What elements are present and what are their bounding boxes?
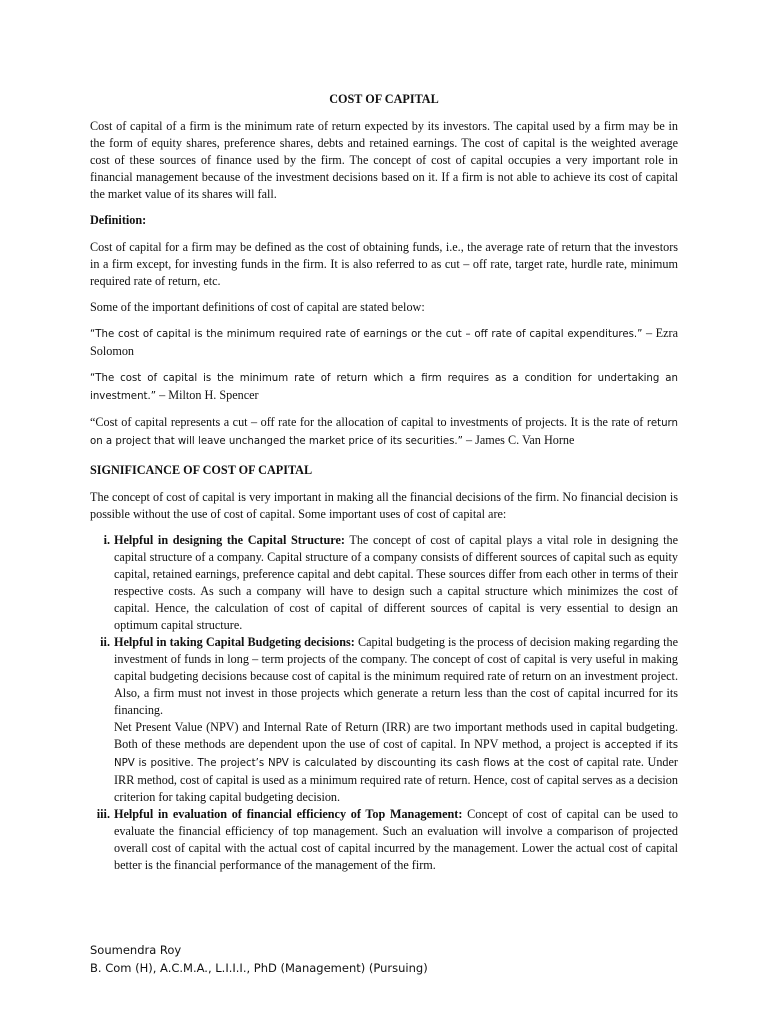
- definitions-intro: Some of the important definitions of cost of capital are stated below:: [90, 300, 425, 314]
- list-item: [90, 532, 678, 634]
- quote-text: “The cost of capital is the minimum required rate of earnings or the cut – off rate of capital expenditures.”: [90, 329, 643, 340]
- quote-text-part-a: “Cost of capital represents a cut – off rate for the allocation of capital to investments of projects. It is the rate of: [90, 415, 644, 429]
- list-item-lead: Helpful in designing the Capital Structure:: [114, 533, 345, 547]
- list-item-text: Concept of cost of capital can be used to evaluate the financial efficiency of top management. Such an evaluation will involve a comparison of projected overall cost of capital with the actual cost of capital incurred by the management. Lower the actual cost of capital better is the financial performance of the management of the firm.: [114, 807, 678, 872]
- list-item: [90, 806, 678, 874]
- list-item-lead: Helpful in taking Capital Budgeting decisions:: [114, 635, 355, 649]
- quote-text: “The cost of capital is the minimum rate of return which a firm requires as a condition for undertaking an investment.”: [90, 373, 678, 402]
- definition-paragraph: Cost of capital for a firm may be defined as the cost of obtaining funds, i.e., the average rate of return that the investors in a firm except, for investing funds in the firm. It is also referred to as cut – off rate, target rate, hurdle rate, minimum required rate of return, etc.: [90, 240, 678, 288]
- quote-author: – Ezra Solomon: [90, 326, 678, 358]
- list-number: iii.: [96, 807, 110, 821]
- list-item-text: Capital budgeting is the process of decision making regarding the investment of funds in long – term projects of the company. The concept of cost of capital is very useful in making capital budgeting decisions because cost of capital is the minimum required rate of return on an investment project. Also, a firm must not invest in those projects which generate a return less than the cost of capital incurred for its financing.: [114, 635, 678, 717]
- npv-text-c: capital rate. Under IRR method, cost of capital is used as a minimum required rate of return. Hence, cost of capital serves as a decision criterion for taking capital budgeting decision.: [114, 755, 678, 804]
- author-credentials: B. Com (H), A.C.M.A., L.I.I.I., PhD (Management) (Pursuing): [90, 961, 428, 975]
- list-item: [90, 634, 678, 806]
- quote-van-horne: [90, 414, 678, 450]
- list-number: ii.: [100, 635, 110, 649]
- quote-text-part-b: return on a project that will leave unchanged the market price of its securities.”: [90, 418, 679, 447]
- page-title: COST OF CAPITAL: [329, 92, 439, 106]
- npv-text-b: accepted if its NPV is positive. The project’s NPV is calculated by discounting its cash flows at the cost of: [114, 740, 679, 769]
- author-name: Soumendra Roy: [90, 943, 182, 957]
- npv-text-a: Net Present Value (NPV) and Internal Rate of Return (IRR) are two important methods used in capital budgeting. Both of these methods are dependent upon the use of cost of capital. In NPV method, a project is: [114, 720, 678, 751]
- significance-paragraph: The concept of cost of capital is very important in making all the financial decisions of the firm. No financial decision is possible without the use of cost of capital. Some important uses of cost of capital are:: [90, 490, 678, 521]
- list-item-text: The concept of cost of capital plays a vital role in designing the capital structure of a company. Capital structure of a company consists of different sources of capital such as equity capital, retained earnings, preference capital and debt capital. These sources differ from each other in terms of their respective costs. As such a company will have to design such a capital structure which minimizes the cost of capital. Hence, the calculation of cost of capital of different sources of capital is very essential to design an optimum capital structure.: [114, 533, 678, 632]
- list-item-lead: Helpful in evaluation of financial efficiency of Top Management:: [114, 807, 463, 821]
- quote-author: – James C. Van Horne: [462, 433, 575, 447]
- author-footer: [90, 941, 428, 977]
- definition-heading: Definition:: [90, 213, 147, 227]
- list-item-extra: [114, 719, 678, 806]
- intro-paragraph: Cost of capital of a firm is the minimum rate of return expected by its investors. The capital used by a firm may be in the form of equity shares, preference shares, debts and retained earnings. The cost of capital is the weighted average cost of these sources of finance used by the firm. The concept of cost of capital occupies a very important role in financial management because of the investment decisions based on it. If a firm is not able to achieve its cost of capital the market value of its shares will fall.: [90, 119, 678, 201]
- list-number: i.: [103, 533, 110, 547]
- significance-heading: SIGNIFICANCE OF COST OF CAPITAL: [90, 463, 313, 477]
- quote-solomon: [90, 325, 678, 360]
- quote-author: – Milton H. Spencer: [156, 388, 259, 402]
- quote-spencer: [90, 369, 678, 405]
- uses-list: [90, 532, 678, 874]
- document-body: [90, 91, 678, 874]
